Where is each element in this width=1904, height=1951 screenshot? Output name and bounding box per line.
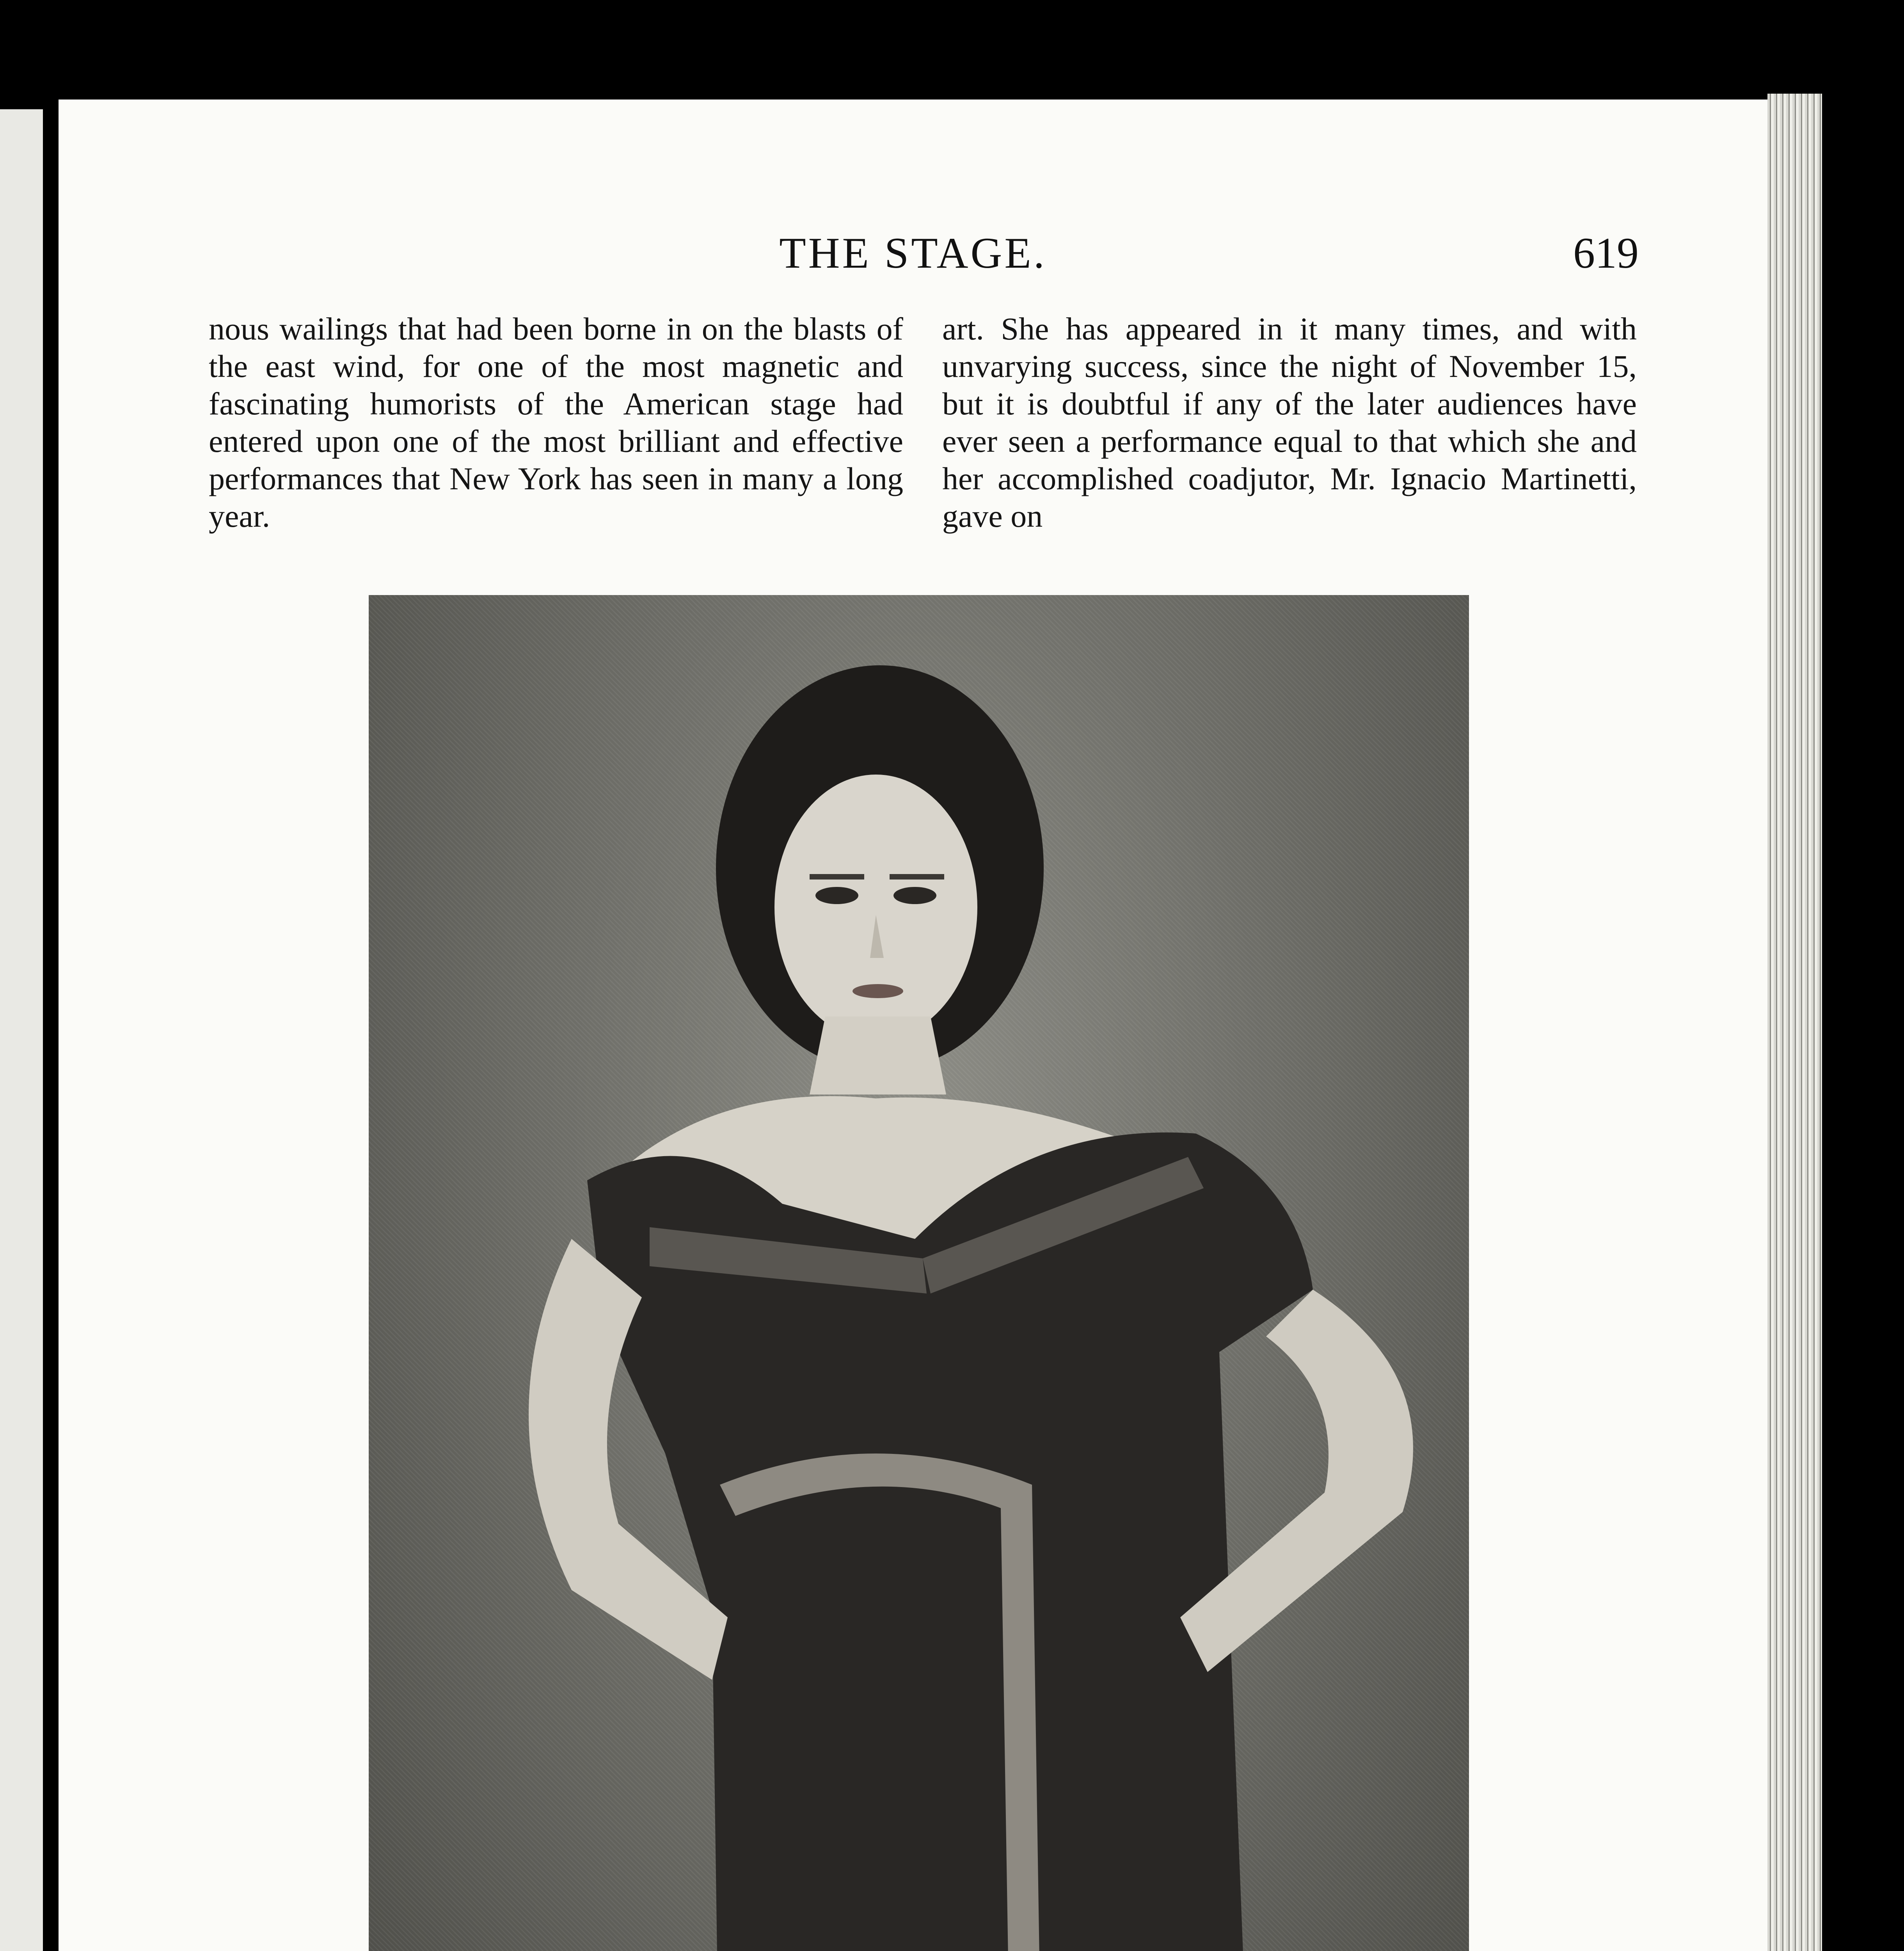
portrait-figure (369, 595, 1469, 1951)
running-header (59, 228, 1767, 279)
magazine-page (59, 100, 1767, 1951)
previous-page-edge (0, 109, 43, 1951)
paragraph: art. She has appeared in it many times, and with unvarying success, since the night of November 15, but it is doubtful if any of the later audiences have ever seen a performance equal to that which she and her accomplished coadjutor, Mr. Ignacio Martinetti, gave on (942, 311, 1637, 534)
page-number: 619 (1573, 229, 1639, 277)
page-stack-edge (1767, 94, 1822, 1951)
running-title: THE STAGE. (779, 229, 1047, 277)
top-left-column (209, 310, 903, 537)
top-right-column (942, 310, 1637, 537)
paragraph: nous wailings that had been borne in on the blasts of the east wind, for one of the most magnetic and fascinating humorists of the American stage had entered upon one of the most brilliant and effective performances that New York has seen in many a long year. (209, 311, 903, 534)
portrait-photograph (369, 595, 1469, 1951)
